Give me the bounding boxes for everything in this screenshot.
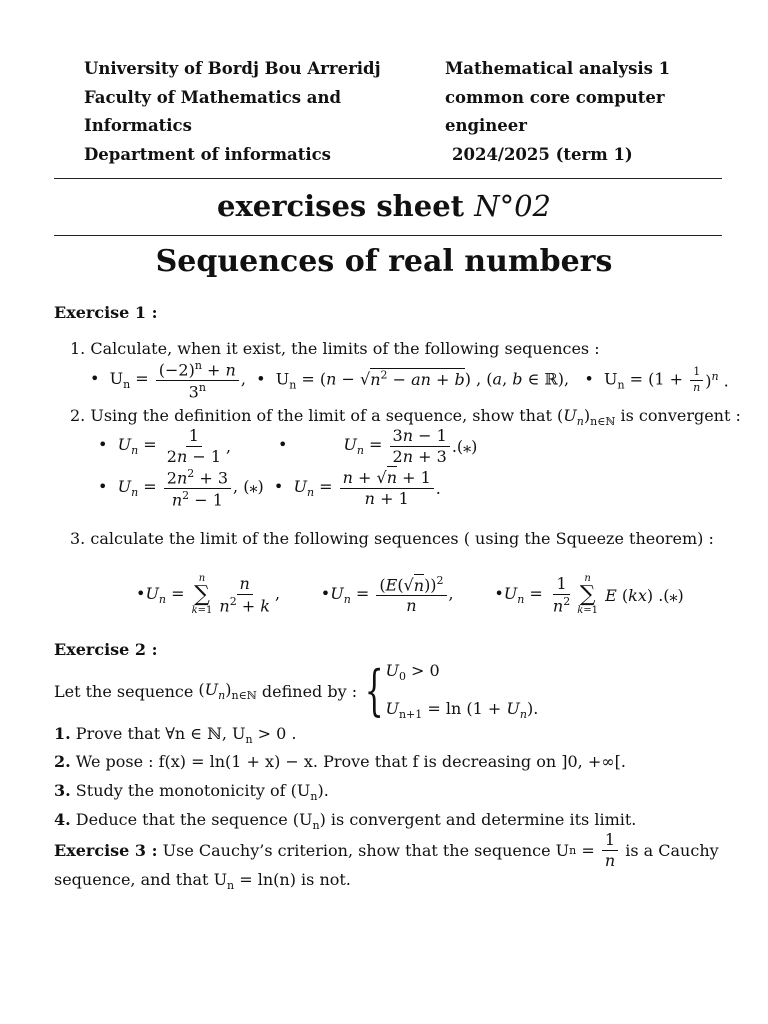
header-rule-top — [54, 178, 722, 179]
faculty-name: Faculty of Mathematics and — [84, 88, 342, 107]
exercise2-p4: 4. Deduce that the sequence $(U_n)$ is convergent and determine its limit. — [54, 810, 637, 833]
exercise3-line2: sequence, and that $U_n = \ln(n)$ is not. — [54, 870, 351, 893]
faculty-name-cont: Informatics — [84, 116, 192, 135]
main-title: Sequences of real numbers — [155, 244, 613, 279]
exercise1-q3: 3. calculate the limit of the following sequences ( using the Squeeze theorem) : — [70, 529, 714, 548]
exercise1-q1-sequences: • $U_n$ = $\frac{(-2)^n + n}{3^n}$ , • $U_n = (n - √n^2$ − an + b) , (a, b ∈ ℝ), • $U_n = (1$ + $\frac{1}{n}$ )$^n$ . — [90, 358, 729, 401]
academic-year: 2024/2025 (term 1) — [452, 145, 633, 164]
exercise2-intro-text: Let the sequence — [54, 681, 194, 701]
exercise1-q2: 2. Using the definition of the limit of a sequence, show that $(U_n)_{n\in ℕ}$ is convergent : — [70, 406, 741, 429]
exercise2-intro: Let the sequence $(U_n)_{n\in ℕ}$ defined by : { $U_0 > 0$ $U_{n+1} = \ln (1 + U_n)$. — [54, 659, 539, 722]
exercise2-p2: 2. We pose : f(x) = ln(1 + x) − x. Prove that f is decreasing on ]0, +∞[. — [54, 752, 626, 771]
exercise2-intro-suffix: defined by : — [261, 681, 358, 701]
exercise1-q2-seq-b: • $U_n$ = $\frac{3n - 1}{2n + 3}$ .(⁎) — [278, 425, 478, 466]
exercise2-p3: 3. Study the monotonicity of $(U_n)$. — [54, 781, 329, 804]
exercise1-q1: 1. Calculate, when it exist, the limits of the following sequences : — [70, 339, 600, 358]
sheet-number: N°02 — [474, 189, 551, 223]
exercise3-line1: Exercise 3 : Use Cauchy’s criterion, show that the sequence U n = $\frac{1}{n}$ is a Cauchy — [54, 829, 719, 870]
department-name: Department of informatics — [84, 145, 331, 164]
exercise3-heading: Exercise 3 : — [54, 840, 158, 860]
sheet-title-text: exercises sheet — [217, 189, 465, 223]
exercise1-q3-sequences: $•U_n$ = n ∑ k=1 $\frac{n}{n^2 + k}$ , $•U_n$ = $\frac{(E(√n))^2}{n}$ , $•U_n$ = $\frac{1}{n^2}$ n ∑ k=1 E (kx) .(⁎) — [136, 573, 684, 616]
system-brace: { — [364, 659, 384, 722]
course-name: Mathematical analysis 1 — [445, 59, 671, 78]
exercise1-q2-prefix: 2. Using the definition of the limit of a sequence, show that — [70, 406, 552, 425]
sheet-title — [0, 189, 768, 223]
exercise1-q2-suffix: is convergent : — [620, 406, 741, 425]
course-audience: common core computer — [445, 88, 665, 107]
course-audience-cont: engineer — [445, 116, 527, 135]
header-rule-bottom — [54, 235, 722, 236]
exercise2-heading: Exercise 2 : — [54, 640, 158, 659]
exercise1-q2-seq-c: • $U_n$ = $\frac{2n^2 + 3}{n^2 - 1}$ , (⁎) • $U_n$ = $\frac{n + √n + 1}{n + 1}$ . — [98, 466, 441, 509]
exercise2-p1: 1. Prove that ∀n ∈ ℕ, $U_n > 0$ . — [54, 724, 297, 747]
exercise1-q2-seq-a: • $U_n$ = $\frac{1}{2n - 1}$ , — [98, 425, 232, 466]
university-name: University of Bordj Bou Arreridj — [84, 59, 381, 78]
exercise1-heading: Exercise 1 : — [54, 303, 158, 322]
